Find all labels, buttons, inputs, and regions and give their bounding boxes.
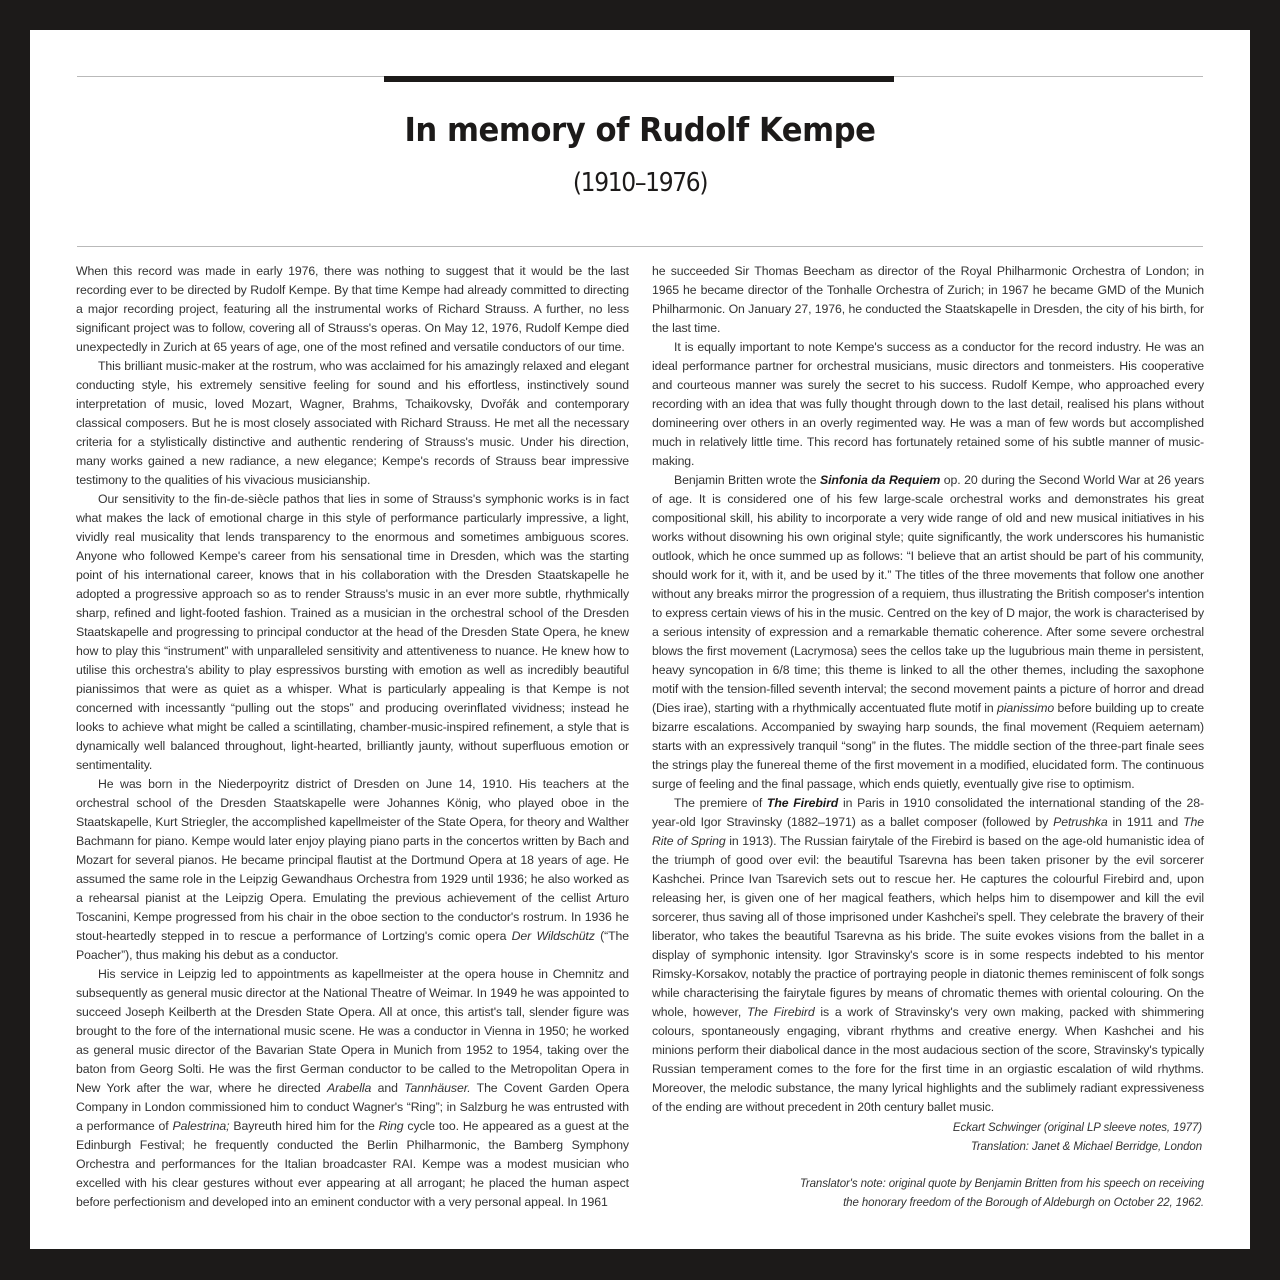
paragraph: Our sensitivity to the fin-de-siècle pathos that lies in some of Strauss's symphonic works is in fact what makes the lack of emotional charge in this style of performance particularly impressive, a light, vividly real musicality that lends transparency to the enormous and sometimes ambiguous scores. Anyone who followed Kempe's career from his sensational time in Dresden, which was the starting point of his international career, knows that in his collaboration with the Dresden Staatskapelle he adopted a progressive approach so as to render Strauss's music in an ever more subtle, rhythmically sharp, refined and light-footed fashion. Trained as a musician in the orchestral school of the Dresden Staatskapelle and progressing to principal conductor at the head of the Dresden State Opera, he knew how to play this “instrument” with unparalleled sensitivity and attentiveness to nuance. He knew how to utilise this orchestra's ability to play espressivos bursting with emotion as well as incredibly beautiful pianissimos that were as quiet as a whisper. What is particularly appealing is that Kempe is not concerned with incessantly “pulling out the stops” and producing overinflated vividness; instead he looks to achieve what might be called a scintillating, chamber-music-inspired refinement, a style that is dynamically well balanced throughout, light-hearted, brilliantly jaunty, without superfluous emotion or sentimentality. (76, 492, 629, 772)
paragraph: he succeeded Sir Thomas Beecham as director of the Royal Philharmonic Orchestra of London; in 1965 he became director of the Tonhalle Orchestra of Zurich; in 1967 he became GMD of the Munich Philharmonic. On January 27, 1976, he conducted the Staatskapelle in Dresden, the city of his birth, for the last time. (652, 264, 1204, 335)
work-title: Petrushka (1053, 815, 1108, 829)
work-title: Der Wildschütz (511, 929, 595, 943)
left-text-column (76, 262, 629, 1212)
featured-work-title: Sinfonia da Requiem (819, 473, 941, 487)
music-term: pianissimo (997, 701, 1055, 715)
author-credits (652, 1119, 1204, 1157)
liner-notes-page (30, 30, 1250, 1249)
header-divider-line (77, 246, 1203, 247)
paragraph: It is equally important to note Kempe's success as a conductor for the record industry. He was an ideal performance partner for orchestral musicians, music directors and tonmeisters. His cooperative and courteous manner was surely the secret to his success. Rudolf Kempe, who approached every recording with an idea that was fully thought through down to the last detail, realised his plans without domineering over others in an overly regimented way. He was a man of few words but accomplished much in relatively little time. This record has fortunately retained some of his subtle manner of music-making. (652, 340, 1204, 468)
work-title: The Firebird (746, 1005, 815, 1019)
translation-credit: Translation: Janet & Michael Berridge, London (970, 1141, 1202, 1153)
author-credit: Eckart Schwinger (original LP sleeve notes, 1977) (952, 1122, 1202, 1134)
paragraph: The premiere of The Firebird in Paris in 1910 consolidated the international standing of the 28-year-old Igor Stravinsky (1882–1971) as a ballet composer (followed by Petrushka in 1911 and The Rite of Spring in 1913). The Russian fairytale of the Firebird is based on the age-old humanistic idea of the triumph of good over evil: the beautiful Tsarevna has been taken prisoner by the evil sorcerer Kashchei. Prince Ivan Tsarevich sets out to rescue her. He captures the colourful Firebird and, upon releasing her, is given one of her magical feathers, which helps him to disempower and kill the evil sorcerer, thus saving all of those imprisoned under Kashchei's spell. They celebrate the bravery of their liberator, who takes the beautiful Tsarevna as his bride. The suite evokes visions from the ballet in a display of symphonic intensity. Igor Stravinsky's score is in some respects indebted to his mentor Rimsky-Korsakov, notably the practice of portraying people in diatonic themes reminiscent of folk songs while characterising the fairytale figures by means of chromatic themes with oriental colouring. On the whole, however, The Firebird is a work of Stravinsky's very own making, packed with shimmering colours, spontaneously engaging, vibrant rhythms and creative energy. When Kashchei and his minions perform their diabolical dance in the most audacious section of the score, Stravinsky's typically Russian temperament comes to the fore for the first time in an orgiastic escalation of wild rhythms. Moreover, the melodic substance, the many lyrical highlights and the sublimely radiant expressiveness of the ending are without precedent in 20th century ballet music. (652, 796, 1204, 1114)
work-title: The Rite of Spring (652, 815, 1204, 848)
paragraph: Benjamin Britten wrote the Sinfonia da Requiem op. 20 during the Second World War at 26 years of age. It is considered one of his few large-scale orchestral works and demonstrates his great compositional skill, his ability to incorporate a very wide range of old and new musical initiatives in his works without disowning his own original style; quite significantly, the work underscores his humanistic outlook, which he once summed up as follows: “I believe that an artist should be part of his community, should work for it, with it, and be used by it.” The titles of the three movements that follow one another without any breaks mirror the progression of a requiem, thus illustrating the British composer's intention to express certain views of his in the music. Centred on the key of D major, the work is characterised by a serious intensity of expression and a remarkable thematic coherence. After some severe orchestral blows the first movement (Lacrymosa) sees the cellos take up the lugubrious main theme in persistent, heavy syncopation in 6/8 time; this theme is linked to all the other themes, including the saxophone motif with the tension-filled seventh interval; the second movement paints a picture of horror and dread (Dies irae), starting with a rhythmically accentuated flute motif in pianissimo before building up to create bizarre escalations. Accompanied by swaying harp sounds, the final movement (Requiem aeternam) starts with an expressively tranquil “song” in the flutes. The middle section of the three-part finale sees the strings play the funereal theme of the first movement in a modified, elucidated form. The continuous surge of feeling and the final passage, which ends quietly, eventually give rise to optimism. (652, 473, 1205, 791)
page-title: In memory of Rudolf Kempe (404, 110, 876, 149)
featured-work-title: The Firebird (766, 796, 839, 810)
paragraph: He was born in the Niederpoyritz district of Dresden on June 14, 1910. His teachers at the orchestral school of the Dresden Staatskapelle were Johannes König, who played oboe in the Staatskapelle, Kurt Striegler, the accomplished kapellmeister of the State Opera, for theory and Walther Bachmann for piano. Kempe would later enjoy playing piano parts in the concertos written by Bach and Mozart for several pianos. He became principal flautist at the Dortmund Opera at 18 years of age. He assumed the same role in the Leipzig Gewandhaus Orchestra from 1929 until 1936; he also worked as a rehearsal pianist at the Leipzig Opera. Emulating the previous achievement of the cellist Arturo Toscanini, Kempe progressed from his chair in the oboe section to the conductor's rostrum. In 1936 he stout-heartedly stepped in to rescue a performance of Lortzing's comic opera Der Wildschütz (“The Poacher”), thus making his debut as a conductor. (76, 777, 629, 962)
title-accent-bar (384, 76, 894, 82)
paragraph: This brilliant music-maker at the rostrum, who was acclaimed for his amazingly relaxed and elegant conducting style, his extremely sensitive feeling for sound and his effortless, instinctively sound interpretation of music, loved Mozart, Wagner, Brahms, Tchaikovsky, Dvořák and contemporary classical composers. But he is most closely associated with Richard Strauss. He met all the necessary criteria for a stylistically distinctive and authentic rendering of Strauss's music. Under his direction, many works gained a new radiance, a new elegance; Kempe's records of Strauss bear impressive testimony to the qualities of his vivacious musicianship. (76, 359, 629, 487)
paragraph: When this record was made in early 1976, there was nothing to suggest that it would be the last recording ever to be directed by Rudolf Kempe. By that time Kempe had already committed to directing a major recording project, featuring all the instrumental works of Richard Strauss. A further, no less significant project was to follow, covering all of Strauss's operas. On May 12, 1976, Rudolf Kempe died unexpectedly in Zurich at 65 years of age, one of the most refined and versatile conductors of our time. (76, 264, 629, 354)
work-title: Arabella (326, 1081, 372, 1095)
work-title: Tannhäuser. (404, 1081, 471, 1095)
right-text-column (652, 262, 1204, 1213)
work-title: Palestrina; (172, 1119, 230, 1133)
work-title: Ring (378, 1119, 404, 1133)
paragraph: His service in Leipzig led to appointments as kapellmeister at the opera house in Chemnitz and subsequently as general music director at the National Theatre of Weimar. In 1949 he was appointed to succeed Joseph Keilberth at the Dresden State Opera. All at once, this artist's tall, slender figure was brought to the fore of the international music scene. He was a conductor in Vienna in 1950; he worked as general music director of the Bavarian State Opera in Munich from 1952 to 1954, taking over the baton from Georg Solti. He was the first German conductor to be called to the Metropolitan Opera in New York after the war, where he directed Arabella and Tannhäuser. The Covent Garden Opera Company in London commissioned him to conduct Wagner's “Ring”; in Salzburg he was entrusted with a performance of Palestrina; Bayreuth hired him for the Ring cycle too. He appeared as a guest at the Edinburgh Festival; he frequently conducted the Berlin Philharmonic, the Bamberg Symphony Orchestra and performances for the Italian broadcaster RAI. Kempe was a modest musician who excelled with his clear gestures without ever appearing at all arrogant; he placed the human aspect before perfectionism and developed into an eminent conductor with a very personal appeal. In 1961 (76, 967, 629, 1209)
translator-note-line: Translator's note: original quote by Benjamin Britten from his speech on receiving (799, 1178, 1204, 1190)
page-subtitle-dates: (1910–1976) (572, 168, 708, 198)
translator-note (652, 1175, 1204, 1213)
translator-note-line: the honorary freedom of the Borough of Aldeburgh on October 22, 1962. (843, 1197, 1204, 1209)
